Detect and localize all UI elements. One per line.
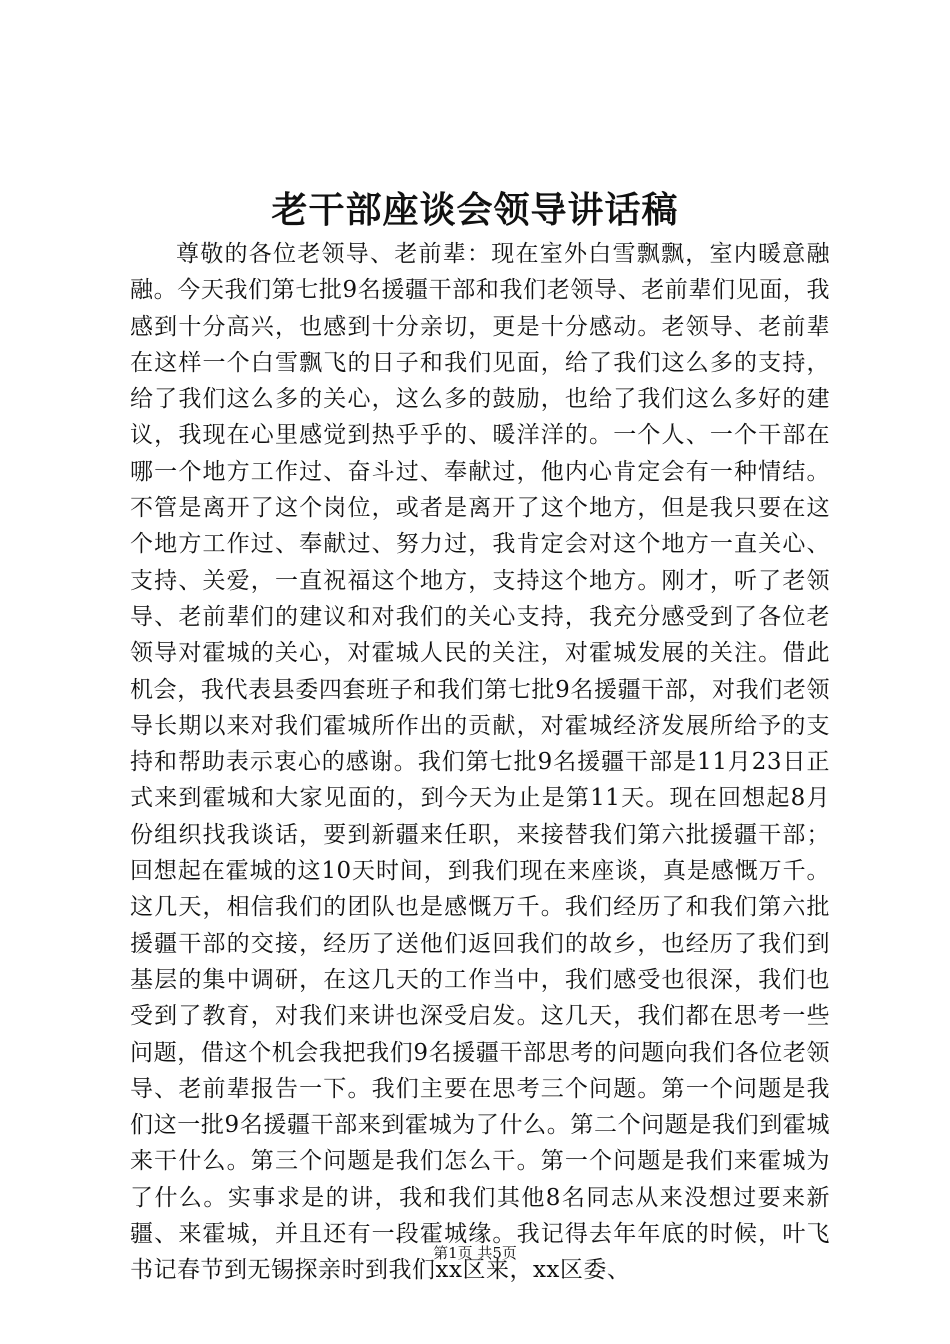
document-body-paragraph: 尊敬的各位老领导、老前辈：现在室外白雪飘飘，室内暖意融融。今天我们第七批9名援疆干部和我们老领导、老前辈们见面，我感到十分高兴，也感到十分亲切，更是十分感动。老领导、老前辈在这样一个白雪飘飞的日子和我们见面，给了我们这么多的支持，给了我们这么多的关心，这么多的鼓励，也给了我们这么多好的建议，我现在心里感觉到热乎乎的、暖洋洋的。一个人、一个干部在哪一个地方工作过、奋斗过、奉献过，他内心肯定会有一种情结。不管是离开了这个岗位，或者是离开了这个地方，但是我只要在这个地方工作过、奉献过、努力过，我肯定会对这个地方一直关心、支持、关爱，一直祝福这个地方，支持这个地方。刚才，听了老领导、老前辈们的建议和对我们的关心支持，我充分感受到了各位老领导对霍城的关心，对霍城人民的关注，对霍城发展的关注。借此机会，我代表县委四套班子和我们第七批9名援疆干部，对我们老领导长期以来对我们霍城所作出的贡献，对霍城经济发展所给予的支持和帮助表示衷心的感谢。我们第七批9名援疆干部是11月23日正式来到霍城和大家见面的，到今天为止是第11天。现在回想起8月份组织找我谈话，要到新疆来任职，来接替我们第六批援疆干部；回想起在霍城的这10天时间，到我们现在来座谈，真是感慨万千。这几天，相信我们的团队也是感慨万千。我们经历了和我们第六批援疆干部的交接，经历了送他们返回我们的故乡，也经历了我们到基层的集中调研，在这几天的工作当中，我们感受也很深，我们也受到了教育，对我们来讲也深受启发。这几天，我们都在思考一些问题，借这个机会我把我们9名援疆干部思考的问题向我们各位老领导、老前辈报告一下。我们主要在思考三个问题。第一个问题是我们这一批9名援疆干部来到霍城为了什么。第二个问题是我们到霍城来干什么。第三个问题是我们怎么干。第一个问题是我们来霍城为了什么。实事求是的讲，我和我们其他8名同志从来没想过要来新疆、来霍城，并且还有一段霍城缘。我记得去年年底的时候，叶飞书记春节到无锡探亲时到我们xx区来，xx区委、	[130, 241, 830, 1284]
page-number-footer: 第1页 共5页	[433, 1244, 517, 1262]
document-title: 老干部座谈会领导讲话稿	[271, 189, 679, 231]
